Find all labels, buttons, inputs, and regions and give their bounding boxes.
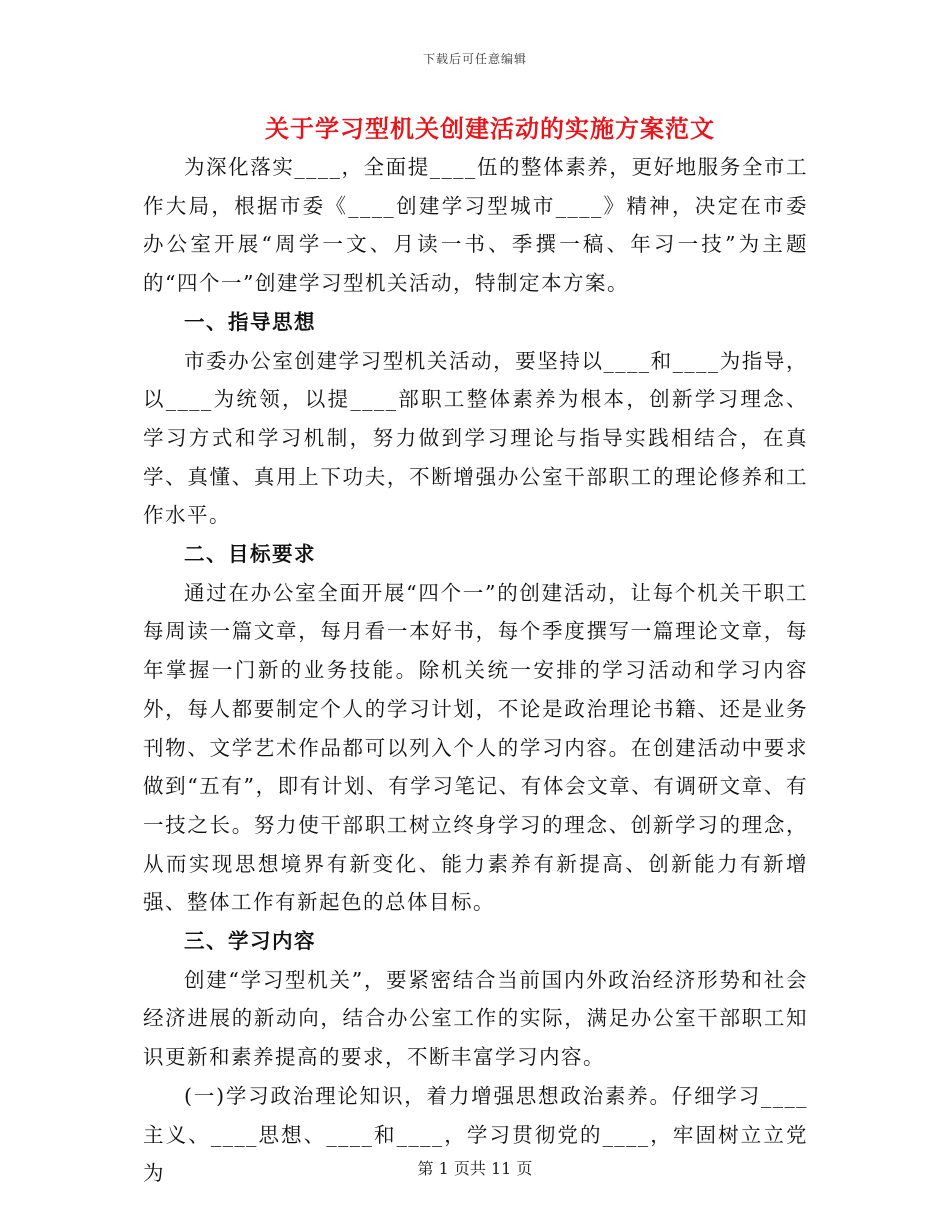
section-heading-guiding-ideology: 一、指导思想 xyxy=(184,309,316,334)
intro-paragraph: 为深化落实____，全面提____伍的整体素养，更好地服务全市工作大局，根据市委《____创建学习型城市____》精神，决定在市委办公室开展“周学一文、月读一书、季撰一稿、年习一技”为主题的“四个一”创建学习型机关活动，特制定本方案。 xyxy=(143,155,808,296)
section-paragraph: 市委办公室创建学习型机关活动，要坚持以____和____为指导，以____为统领，以提____部职工整体素养为根本，创新学习理念、学习方式和学习机制，努力做到学习理论与指导实践相结合，在真学、真懂、真用上下功夫，不断增强办公室干部职工的理论修养和工作水平。 xyxy=(143,348,808,528)
section-paragraph: 创建“学习型机关”，要紧密结合当前国内外政治经济形势和社会经济进展的新动向，结合办公室工作的实际，满足办公室干部职工知识更新和素养提高的要求，不断丰富学习内容。 xyxy=(143,967,808,1070)
document-body xyxy=(143,148,808,1193)
header-note: 下载后可任意编辑 xyxy=(422,52,527,66)
document-title: 关于学习型机关创建活动的实施方案范文 xyxy=(265,114,715,143)
section-heading-study-content: 三、学习内容 xyxy=(184,929,316,954)
section-paragraph: 通过在办公室全面开展“四个一”的创建活动，让每个机关干职工每周读一篇文章，每月看一本好书，每个季度撰写一篇理论文章，每年掌握一门新的业务技能。除机关统一安排的学习活动和学习内容外，每人都要制定个人的学习计划，不论是政治理论书籍、还是业务刊物、文学艺术作品都可以列入个人的学习内容。在创建活动中要求做到“五有”，即有计划、有学习笔记、有体会文章、有调研文章、有一技之长。努力使干部职工树立终身学习的理念、创新学习的理念，从而实现思想境界有新变化、能力素养有新提高、创新能力有新增强、整体工作有新起色的总体目标。 xyxy=(143,580,808,915)
section-heading-goals: 二、目标要求 xyxy=(184,542,316,567)
section-paragraph: (一)学习政治理论知识，着力增强思想政治素养。仔细学习____主义、____思想、____和____，学习贯彻党的____，牢固树立立党为 xyxy=(143,1083,808,1186)
page-number: 第 1 页共 11 页 xyxy=(417,1159,533,1178)
